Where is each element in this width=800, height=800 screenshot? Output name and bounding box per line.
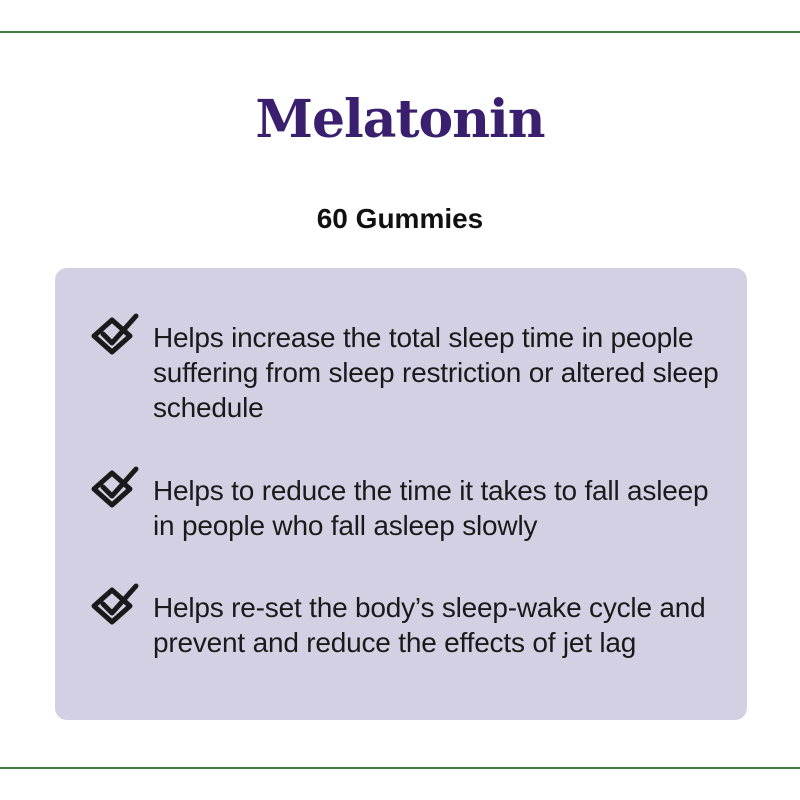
check-diamond-icon xyxy=(88,465,144,513)
benefit-text: Helps re-set the body’s sleep-wake cycle and prevent and reduce the effects of jet lag xyxy=(153,592,706,658)
benefit-item xyxy=(98,473,728,543)
product-title: Melatonin xyxy=(255,89,545,150)
top-divider xyxy=(0,31,800,33)
benefit-text: Helps increase the total sleep time in people suffering from sleep restriction or altered sleep schedule xyxy=(153,322,719,423)
check-diamond-icon xyxy=(88,312,144,360)
product-count: 60 Gummies xyxy=(316,203,484,234)
benefit-item xyxy=(98,590,728,660)
bottom-divider xyxy=(0,767,800,769)
benefit-item xyxy=(98,320,728,425)
check-diamond-icon xyxy=(88,582,144,630)
benefit-text: Helps to reduce the time it takes to fall asleep in people who fall asleep slowly xyxy=(153,475,709,541)
